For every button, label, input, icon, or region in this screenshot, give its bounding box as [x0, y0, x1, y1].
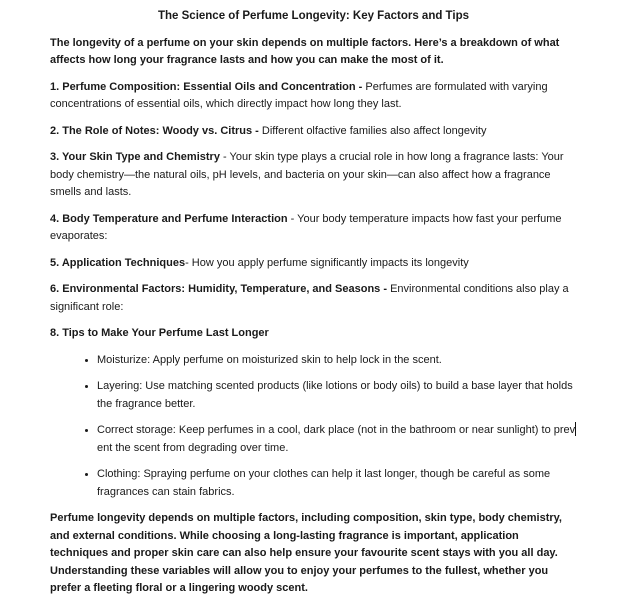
section-4-heading: 4. Body Temperature and Perfume Interaction — [50, 212, 288, 225]
section-1-body: Perfumes are formulated with varying concentrations of essential oils, which directly impact how long they last. — [50, 80, 548, 110]
tip-item-layering[interactable] — [97, 378, 577, 413]
document-title[interactable]: The Science of Perfume Longevity: Key Factors and Tips — [157, 10, 469, 22]
section-5-paragraph[interactable] — [50, 255, 577, 273]
section-2-heading: 2. The Role of Notes: Woody vs. Citrus - — [50, 124, 259, 137]
intro-paragraph[interactable]: The longevity of a perfume on your skin depends on multiple factors. Here’s a breakdown of what affects how long your fragrance lasts and how you can make the most of it. — [50, 36, 560, 66]
section-1-heading: 1. Perfume Composition: Essential Oils and Concentration - — [50, 80, 363, 93]
section-3-body: - Your skin type plays a crucial role in how long a fragrance lasts: Your body chemistry—the natural oils, pH levels, and bacteria on your skin—can also affect how a fragrance smells and lasts. — [50, 151, 564, 198]
section-3-paragraph[interactable] — [50, 149, 577, 202]
section-2-body: Different olfactive families also affect longevity — [258, 124, 487, 137]
section-5-heading: 5. Application Techniques — [50, 256, 186, 269]
closing-paragraph[interactable]: Perfume longevity depends on multiple factors, including composition, skin type, body chemistry, and external conditions. While choosing a long-lasting fragrance is important, application techniques and proper skin care can also help ensure your favourite scent stays with you all day. Understanding these variables will allow you to enjoy your perfumes to the fullest, whether you prefer a fleeting floral or a lingering woody scent. — [50, 512, 562, 594]
section-3-heading: 3. Your Skin Type and Chemistry — [50, 151, 220, 163]
tip-item-text-before-caret: Correct storage: Keep perfumes in a cool, dark place (not in the bathroom or near sunlight) to prev — [97, 424, 576, 436]
section-6-body: Environmental conditions also play a significant role: — [50, 283, 569, 313]
tips-list — [50, 352, 577, 502]
text-cursor-caret — [575, 422, 577, 436]
tip-item-text: Clothing: Spraying perfume on your clothes can help it last longer, though be careful as some fragrances can stain fabrics. — [97, 468, 551, 498]
tip-item-text-after-caret: ent the scent from degrading over time. — [97, 441, 289, 454]
section-6-heading: 6. Environmental Factors: Humidity, Temperature, and Seasons - — [50, 283, 388, 295]
section-1-paragraph[interactable] — [50, 79, 577, 114]
tips-heading[interactable]: 8. Tips to Make Your Perfume Last Longer — [50, 327, 269, 339]
tip-item-moisturize[interactable] — [97, 352, 577, 370]
tip-item-text: Layering: Use matching scented products (like lotions or body oils) to build a base layer that holds the fragrance better. — [97, 380, 573, 410]
section-4-paragraph[interactable] — [50, 211, 577, 246]
section-5-body: - How you apply perfume significantly impacts its longevity — [185, 256, 469, 269]
section-4-body: - Your body temperature impacts how fast your perfume evaporates: — [50, 212, 562, 242]
section-6-paragraph[interactable] — [50, 281, 577, 316]
tip-item-text: Moisturize: Apply perfume on moisturized skin to help lock in the scent. — [97, 353, 442, 366]
section-2-paragraph[interactable] — [50, 123, 577, 141]
tip-item-clothing[interactable] — [97, 466, 577, 501]
tip-item-correct-storage[interactable] — [97, 422, 577, 457]
